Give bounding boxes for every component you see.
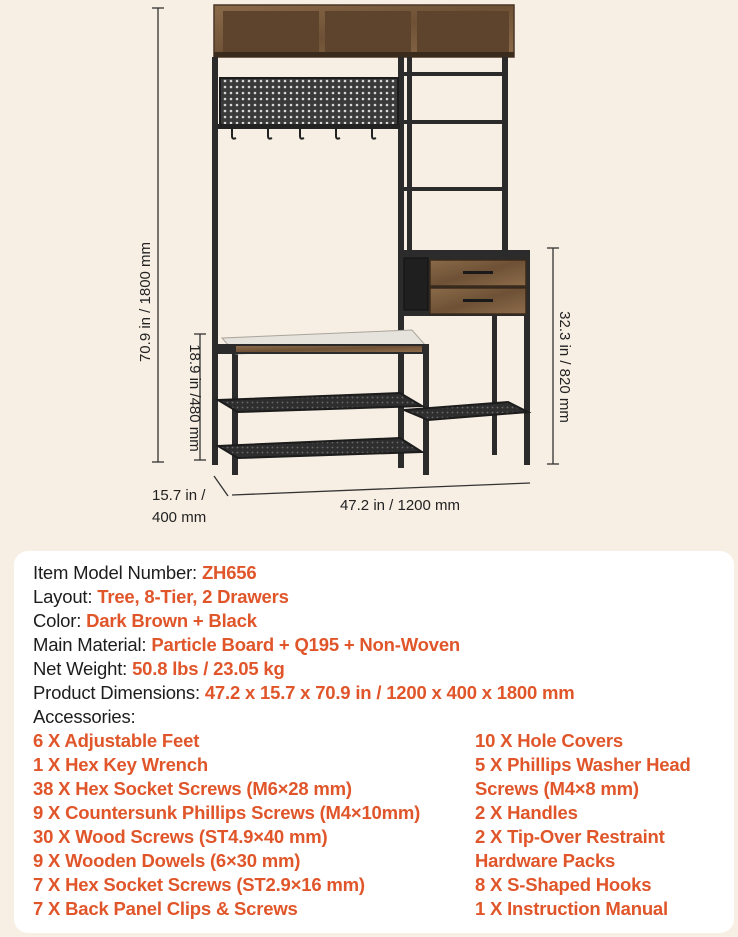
depth-label-line2: 400 mm bbox=[152, 509, 207, 526]
height-total-label: 70.9 in / 1800 mm bbox=[137, 241, 154, 363]
right-tower-shelves bbox=[404, 72, 508, 191]
list-item: 9 X Countersunk Phillips Screws (M4×10mm) bbox=[33, 802, 421, 823]
spec-weight-value: 50.8 lbs / 23.05 kg bbox=[132, 658, 285, 679]
lower-shelves bbox=[218, 393, 528, 458]
list-item: 9 X Wooden Dowels (6×30 mm) bbox=[33, 850, 301, 871]
list-item: Screws (M4×8 mm) bbox=[475, 778, 639, 799]
spec-dimensions: Product Dimensions: 47.2 x 15.7 x 70.9 in / 1200 x 400 x 1800 mm bbox=[33, 682, 575, 703]
list-item: 10 X Hole Covers bbox=[475, 730, 623, 751]
accessories-heading: Accessories: bbox=[33, 706, 136, 727]
width-label: 47.2 in / 1200 mm bbox=[339, 497, 461, 514]
spec-material: Main Material: Particle Board + Q195 + Non-Woven bbox=[33, 634, 461, 655]
list-item: 7 X Hex Socket Screws (ST2.9×16 mm) bbox=[33, 874, 365, 895]
spec-layout-value: Tree, 8-Tier, 2 Drawers bbox=[97, 586, 289, 607]
list-item: Hardware Packs bbox=[475, 850, 616, 871]
list-item: 7 X Back Panel Clips & Screws bbox=[33, 898, 298, 919]
height-bench-label: 18.9 in /480 mm bbox=[186, 344, 203, 452]
top-shelf bbox=[214, 5, 514, 57]
list-item: 1 X Hex Key Wrench bbox=[33, 754, 208, 775]
list-item: 30 X Wood Screws (ST4.9×40 mm) bbox=[33, 826, 328, 847]
spec-layout: Layout: Tree, 8-Tier, 2 Drawers bbox=[33, 586, 289, 607]
depth-label-line1: 15.7 in / bbox=[152, 487, 206, 504]
pegboard bbox=[218, 78, 400, 139]
spec-weight: Net Weight: 50.8 lbs / 23.05 kg bbox=[33, 658, 285, 679]
list-item: 8 X S-Shaped Hooks bbox=[475, 874, 652, 895]
list-item: 1 X Instruction Manual bbox=[475, 898, 668, 919]
spec-model-value: ZH656 bbox=[201, 562, 257, 583]
list-item: 6 X Adjustable Feet bbox=[33, 730, 200, 751]
bench bbox=[212, 330, 429, 354]
list-item: 2 X Handles bbox=[475, 802, 578, 823]
list-item: 5 X Phillips Washer Head bbox=[475, 754, 691, 775]
drawer-unit bbox=[398, 250, 530, 316]
height-drawer-label: 32.3 in / 820 mm bbox=[556, 311, 573, 423]
spec-model: Item Model Number: ZH656 bbox=[33, 562, 257, 583]
spec-card bbox=[14, 551, 734, 933]
spec-color-value: Dark Brown + Black bbox=[86, 610, 257, 631]
spec-dimensions-value: 47.2 x 15.7 x 70.9 in / 1200 x 400 x 1800 mm bbox=[204, 682, 575, 703]
list-item: 2 X Tip-Over Restraint bbox=[475, 826, 665, 847]
spec-color: Color: Dark Brown + Black bbox=[33, 610, 257, 631]
list-item: 38 X Hex Socket Screws (M6×28 mm) bbox=[33, 778, 352, 799]
spec-material-value: Particle Board + Q195 + Non-Woven bbox=[151, 634, 461, 655]
